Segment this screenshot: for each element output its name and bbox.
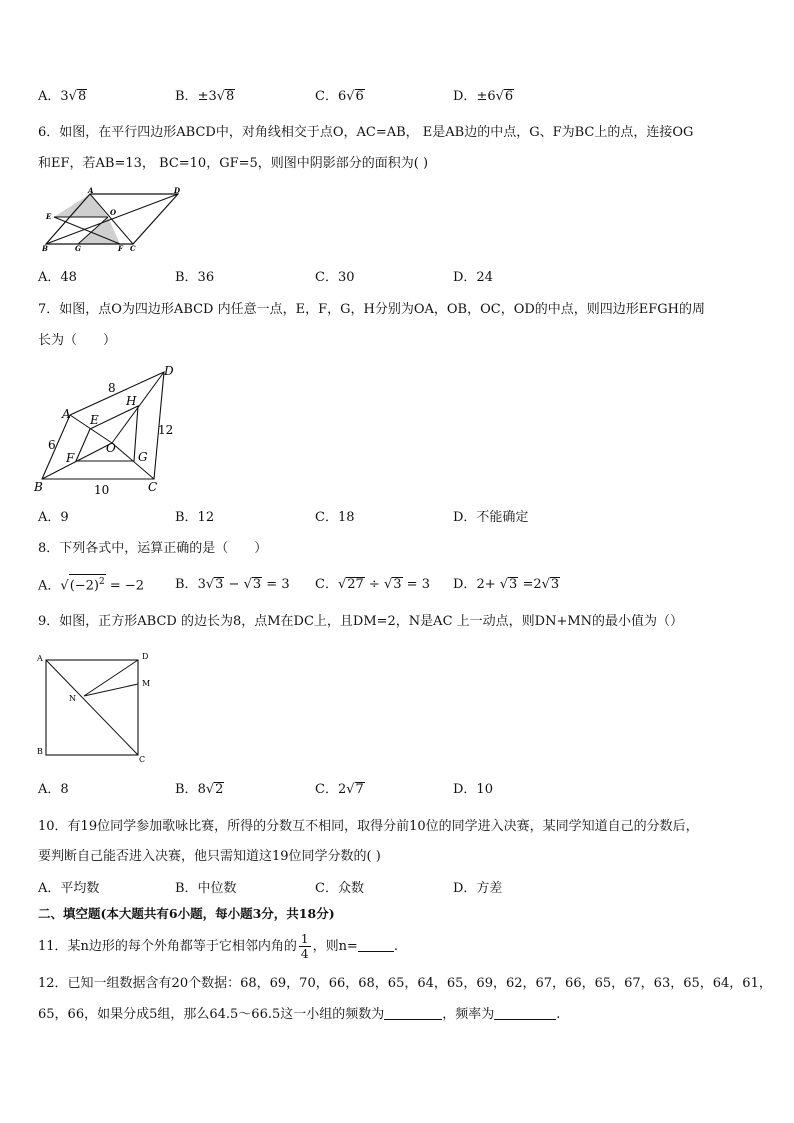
q6-label-d: D (174, 186, 181, 195)
q9-label-n: N (69, 694, 76, 703)
q7-option-c: C．18 (315, 510, 355, 525)
q6-label-o: O (110, 208, 117, 217)
q7-stem-line1: 7．如图，点O为四边形ABCD 内任意一点，E，F，G，H分别为OA，OB，OC，OD的中点，则四边形EFGH的周 (38, 302, 706, 317)
q6-label-f: F (118, 244, 123, 252)
q10-option-c: C．众数 (315, 881, 364, 896)
q9-label-a: A (37, 654, 43, 663)
q7-options (38, 507, 738, 529)
q7-length-bc: 10 (94, 483, 110, 497)
q9-option-d: D．10 (453, 782, 493, 797)
q12-stem-line1: 12．已知一组数据含有20个数据：68，69，70，66，68，65，64，65，69，62，67，66，65，67，63，65，64，61， (38, 976, 772, 991)
q9-option-c: C．2√7 (315, 782, 364, 797)
q7-label-a: A (62, 407, 71, 421)
q7-option-a: A．9 (38, 510, 69, 525)
q5-option-a: A．3√8 (38, 89, 87, 104)
q8-options (38, 574, 738, 596)
q6-option-d: D．24 (453, 270, 493, 285)
q6-options (38, 267, 738, 289)
q8-stem: 8．下列各式中，运算正确的是（ ） (38, 541, 268, 556)
q5-option-d: D．±6√6 (453, 89, 514, 104)
q7-label-o: O (106, 441, 116, 455)
q5-option-b: B．±3√8 (175, 89, 235, 104)
q9-label-c: C (139, 755, 146, 764)
q9-options (38, 779, 738, 801)
q9-stem: 9．如图，正方形ABCD 的边长为8，点M在DC上，且DM=2，N是AC 上一动点，则DN+MN的最小值为（） (38, 614, 684, 629)
q6-option-c: C．30 (315, 270, 355, 285)
q9-diagonal-ac (46, 660, 138, 755)
q9-segment-dn (84, 660, 138, 696)
q7-label-g: G (138, 450, 148, 464)
q6-label-g: G (75, 244, 81, 252)
q6-label-c: C (130, 244, 136, 252)
q7-label-e: E (90, 413, 99, 427)
q7-length-ab: 6 (48, 438, 56, 452)
q7-label-c: C (148, 480, 158, 494)
section-2-title: 二、填空题(本大题共有6小题，每小题3分，共18分) (38, 906, 335, 921)
q5-options (38, 86, 738, 108)
q7-label-d: D (164, 364, 174, 378)
q8-option-a: A．$√(-2)^2 = -2$ (38, 574, 144, 597)
q8-option-b: B．3√3 − √3 = 3 (175, 577, 290, 592)
q10-stem-line1: 10．有19位同学参加歌咏比赛，所得的分数互不相同，取得分前10位的同学进入决赛，某同学知道自己的分数后， (38, 819, 699, 834)
q9-label-d: D (142, 652, 149, 661)
q7-label-b: B (34, 480, 43, 494)
q7-figure (30, 360, 190, 500)
q10-options (38, 878, 738, 900)
q6-label-e: E (46, 212, 52, 221)
q12-frequency-blank[interactable] (384, 1005, 442, 1020)
q6-label-b: B (42, 244, 48, 252)
q10-option-d: D．方差 (453, 881, 503, 896)
q6-figure (38, 186, 188, 252)
q9-label-m: M (142, 679, 151, 688)
q7-length-ad: 8 (108, 381, 116, 395)
q6-option-b: B．36 (175, 270, 215, 285)
q9-label-b: B (37, 747, 43, 756)
q7-label-h: H (126, 394, 137, 408)
q9-option-b: B．8√2 (175, 782, 224, 797)
q10-stem-line2: 要判断自己能否进入决赛，他只需知道这19位同学分数的( ) (38, 849, 381, 864)
q9-option-a: A．8 (38, 782, 69, 797)
q11-fraction: $\frac{1}{4}$ (300, 932, 309, 961)
q6-stem-line1: 6．如图，在平行四边形ABCD中，对角线相交于点O，AC=AB， E是AB边的中点，G、F为BC上的点，连接OG (38, 125, 694, 140)
q10-option-a: A．平均数 (38, 881, 100, 896)
q8-option-d: D．2+ √3 =2√3 (453, 577, 560, 592)
q11-stem: 11．某n边形的每个外角都等于它相邻内角的 $\frac{1}{4}$ ，则n= . (38, 932, 398, 961)
q9-figure (34, 650, 164, 766)
q7-option-d: D．不能确定 (453, 510, 529, 525)
q7-label-f: F (66, 451, 75, 465)
q12-stem-line2: 65，66，如果分成5组，那么64.5～66.5这一小组的频数为 ，频率为 . (38, 1007, 561, 1022)
q8-option-c: C．√27 ÷ √3 = 3 (315, 577, 430, 592)
q7-length-cd: 12 (158, 423, 174, 437)
q10-option-b: B．中位数 (175, 881, 237, 896)
q7-option-b: B．12 (175, 510, 215, 525)
q7-stem-line2: 长为（ ） (38, 333, 117, 348)
q6-stem-line2: 和EF，若AB=13， BC=10，GF=5，则图中阴影部分的面积为( ) (38, 156, 429, 171)
q6-label-a: A (88, 186, 94, 195)
q12-rate-blank[interactable] (494, 1005, 556, 1020)
q6-option-a: A．48 (38, 270, 77, 285)
q5-option-c: C．6√6 (315, 89, 364, 104)
q11-answer-blank[interactable] (358, 937, 394, 952)
